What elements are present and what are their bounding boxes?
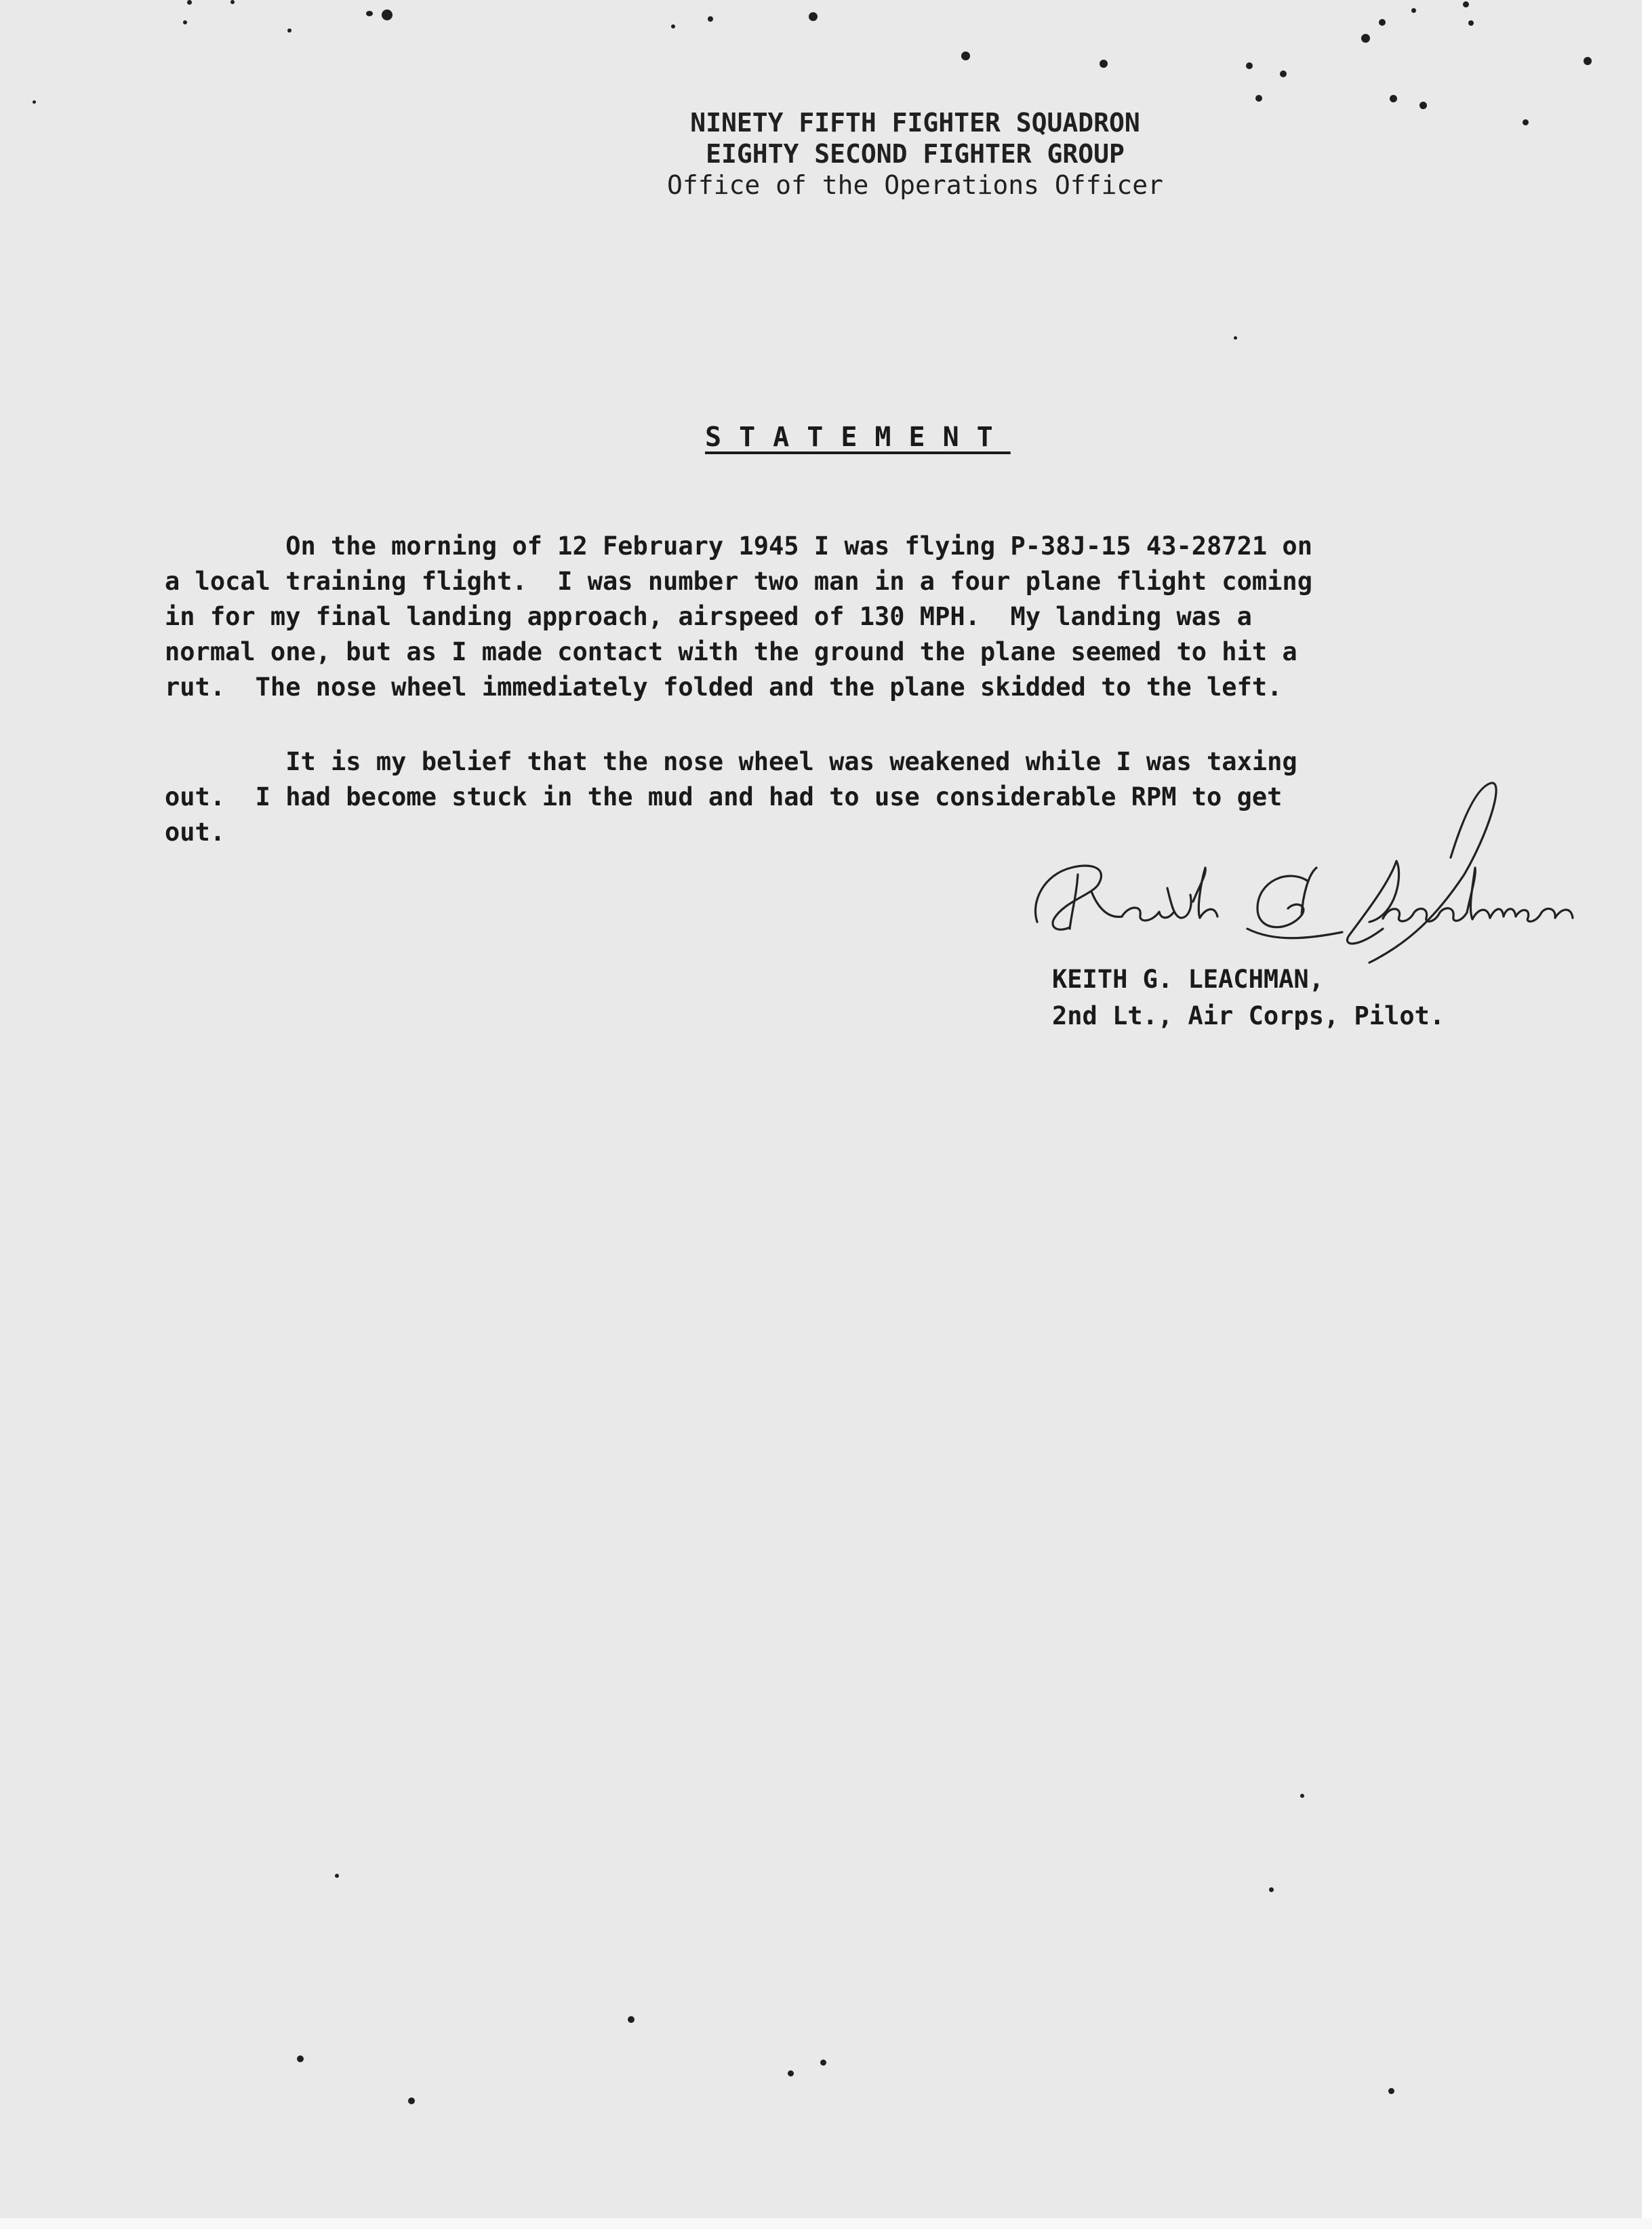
paragraph-line: normal one, but as I made contact with the ground the plane seemed to hit a — [165, 637, 1297, 666]
scan-speck — [1468, 20, 1474, 26]
scan-speck — [1280, 71, 1287, 77]
scan-speck — [287, 28, 291, 33]
paragraph-line: out. — [165, 818, 226, 847]
scan-speck — [1523, 119, 1529, 125]
signer-name: KEITH G. LEACHMAN, — [1052, 965, 1324, 994]
scan-speck — [1379, 19, 1386, 26]
scan-speck — [1361, 34, 1370, 43]
scan-speck — [1255, 95, 1262, 102]
scan-margin-bottom — [0, 2218, 1652, 2229]
scan-speck — [366, 11, 373, 16]
scan-speck — [1300, 1794, 1304, 1798]
statement-title: STATEMENT — [705, 422, 1011, 453]
statement-heading — [705, 420, 1017, 454]
statement-paragraph-1 — [165, 529, 1534, 705]
scan-speck — [961, 52, 970, 60]
signer-title: 2nd Lt., Air Corps, Pilot. — [1052, 1001, 1445, 1030]
scan-speck — [788, 2070, 794, 2076]
scan-margin — [1642, 0, 1652, 2229]
scan-speck — [1463, 1, 1469, 7]
scan-speck — [1234, 336, 1237, 340]
scan-speck — [809, 12, 818, 21]
scan-speck — [628, 2016, 634, 2023]
scan-speck — [1419, 102, 1427, 109]
scan-speck — [1388, 2088, 1394, 2094]
scan-speck — [297, 2055, 304, 2062]
paragraph-line: out. I had become stuck in the mud and had to use considerable RPM to get — [165, 782, 1283, 811]
paragraph-line: It is my belief that the nose wheel was weakened while I was taxing — [165, 747, 1297, 776]
signature-block — [1052, 961, 1594, 1035]
scan-speck — [1411, 8, 1416, 13]
scan-speck — [820, 2060, 826, 2066]
scan-speck — [1269, 1887, 1274, 1892]
scan-speck — [408, 2097, 415, 2104]
scan-speck — [1390, 95, 1397, 102]
scan-speck — [230, 0, 235, 4]
scan-speck — [33, 100, 36, 104]
letterhead-group: EIGHTY SECOND FIGHTER GROUP — [706, 139, 1125, 169]
scan-speck — [671, 24, 675, 28]
letterhead-squadron: NINETY FIFTH FIGHTER SQUADRON — [690, 108, 1140, 138]
paragraph-line: in for my final landing approach, airspeed of 130 MPH. My landing was a — [165, 602, 1252, 631]
scan-speck — [335, 1874, 339, 1878]
scan-speck — [1246, 62, 1253, 69]
scan-speck — [187, 0, 192, 5]
scan-speck — [1100, 60, 1108, 68]
paragraph-line: a local training flight. I was number two man in a four plane flight coming — [165, 567, 1312, 596]
letterhead — [597, 107, 1234, 201]
scan-speck — [382, 9, 392, 20]
handwritten-signature — [990, 773, 1652, 976]
paragraph-line: rut. The nose wheel immediately folded and the plane skidded to the left. — [165, 672, 1283, 702]
paragraph-line: On the morning of 12 February 1945 I was flying P-38J-15 43-28721 on — [165, 531, 1312, 561]
scan-speck — [708, 16, 713, 22]
letterhead-office: Office of the Operations Officer — [666, 170, 1164, 200]
scan-speck — [1584, 57, 1592, 65]
scan-speck — [183, 20, 187, 24]
